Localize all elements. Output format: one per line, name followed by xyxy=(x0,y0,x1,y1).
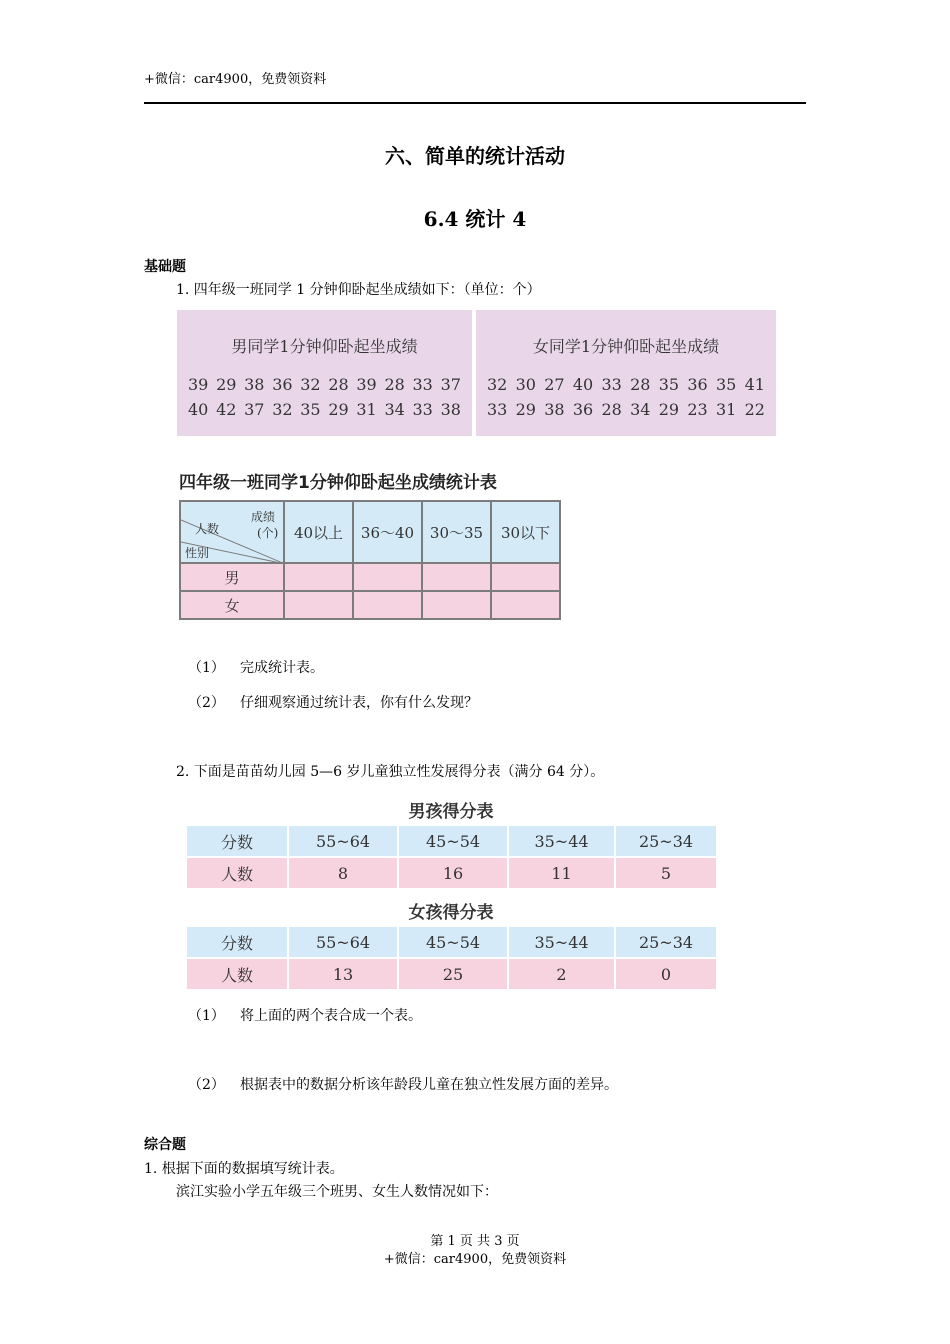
boys-panel-title: 男同学1分钟仰卧起坐成绩 xyxy=(231,337,418,356)
girls-row-1 xyxy=(476,375,776,394)
boys-row-1 xyxy=(177,375,472,394)
q1-sub1: 完成统计表。 xyxy=(240,660,324,676)
score-value: 36 xyxy=(272,375,293,394)
footer-page-number: 第 1 页 共 3 页 xyxy=(430,1234,520,1249)
boys-score-table xyxy=(185,824,718,890)
q2-prompt: 2. 下面是苗苗幼儿园 5—6 岁儿童独立性发展得分表（满分 64 分）。 xyxy=(176,764,605,780)
count-cell: 25 xyxy=(399,959,507,989)
col-header: 36～40 xyxy=(353,501,422,563)
score-value: 31 xyxy=(356,400,377,419)
girls-table-title: 女孩得分表 xyxy=(408,903,494,923)
blank-cell[interactable] xyxy=(491,591,560,619)
score-value: 37 xyxy=(440,375,461,394)
score-value: 32 xyxy=(300,375,321,394)
range-cell: 35~44 xyxy=(509,927,614,957)
score-value: 35 xyxy=(658,375,680,394)
boys-score-panel xyxy=(177,310,472,436)
q1-sub2-num: （2） xyxy=(188,695,225,711)
section-basic: 基础题 xyxy=(144,259,186,275)
stats-table xyxy=(179,500,561,620)
q2-sub1-num: （1） xyxy=(188,1008,225,1024)
blank-cell[interactable] xyxy=(491,563,560,591)
col-header: 30以下 xyxy=(491,501,560,563)
score-value: 37 xyxy=(244,400,265,419)
score-value: 39 xyxy=(188,375,209,394)
score-value: 41 xyxy=(744,375,765,394)
girls-score-table xyxy=(185,925,718,991)
c1-line: 滨江实验小学五年级三个班男、女生人数情况如下： xyxy=(176,1184,498,1200)
range-cell: 25~34 xyxy=(616,826,716,856)
q2-sub1: 将上面的两个表合成一个表。 xyxy=(240,1008,422,1024)
score-value: 33 xyxy=(601,375,622,394)
blank-cell[interactable] xyxy=(422,563,491,591)
row-header: 女 xyxy=(180,591,284,619)
corner-unit: (个) xyxy=(257,526,279,540)
q1-sub1-num: （1） xyxy=(188,660,225,676)
boys-row-2 xyxy=(177,400,472,419)
range-cell: 55~64 xyxy=(289,927,397,957)
header-note: +微信：car4900，免费领资料 xyxy=(144,72,327,87)
header-rule xyxy=(144,102,806,104)
col-header: 30～35 xyxy=(422,501,491,563)
q1-prompt: 1. 四年级一班同学 1 分钟仰卧起坐成绩如下：（单位：个） xyxy=(176,282,541,298)
score-value: 40 xyxy=(572,375,594,394)
score-value: 29 xyxy=(216,375,237,394)
count-cell: 2 xyxy=(509,959,614,989)
row-label: 分数 xyxy=(187,927,287,957)
score-value: 33 xyxy=(487,400,508,419)
score-value: 33 xyxy=(412,375,433,394)
score-value: 38 xyxy=(440,400,461,419)
section-comprehensive: 综合题 xyxy=(144,1137,186,1153)
girls-panel-title: 女同学1分钟仰卧起坐成绩 xyxy=(532,337,720,356)
corner-score: 成绩 xyxy=(251,510,276,524)
score-value: 28 xyxy=(384,375,405,394)
score-value: 34 xyxy=(630,400,651,419)
corner-cell xyxy=(180,501,284,563)
score-value: 29 xyxy=(328,400,349,419)
score-value: 23 xyxy=(687,400,708,419)
score-value: 28 xyxy=(328,375,349,394)
q1-sub2: 仔细观察通过统计表，你有什么发现？ xyxy=(240,695,478,711)
score-value: 35 xyxy=(716,375,737,394)
score-value: 33 xyxy=(412,400,433,419)
c1-prompt: 1. 根据下面的数据填写统计表。 xyxy=(144,1161,344,1177)
girls-score-panel xyxy=(476,310,776,436)
blank-cell[interactable] xyxy=(284,591,353,619)
count-cell: 13 xyxy=(289,959,397,989)
row-label: 分数 xyxy=(187,826,287,856)
score-value: 28 xyxy=(630,375,651,394)
blank-cell[interactable] xyxy=(353,563,422,591)
score-value: 32 xyxy=(487,375,508,394)
count-cell: 11 xyxy=(509,858,614,888)
count-cell: 5 xyxy=(616,858,716,888)
row-label: 人数 xyxy=(187,959,287,989)
count-cell: 0 xyxy=(616,959,716,989)
range-cell: 45~54 xyxy=(399,927,507,957)
score-value: 42 xyxy=(216,400,237,419)
score-value: 36 xyxy=(687,375,708,394)
score-value: 35 xyxy=(300,400,321,419)
girls-row-2 xyxy=(476,400,776,419)
score-value: 32 xyxy=(272,400,293,419)
count-cell: 16 xyxy=(399,858,507,888)
corner-people: 人数 xyxy=(195,522,220,536)
score-value: 27 xyxy=(544,375,565,394)
footer-note: +微信：car4900，免费领资料 xyxy=(383,1252,567,1267)
blank-cell[interactable] xyxy=(353,591,422,619)
row-label: 人数 xyxy=(187,858,287,888)
score-value: 38 xyxy=(244,375,265,394)
score-value: 36 xyxy=(572,400,594,419)
q2-sub2-num: （2） xyxy=(188,1077,225,1093)
range-cell: 25~34 xyxy=(616,927,716,957)
range-cell: 35~44 xyxy=(509,826,614,856)
score-value: 38 xyxy=(544,400,565,419)
count-cell: 8 xyxy=(289,858,397,888)
blank-cell[interactable] xyxy=(284,563,353,591)
corner-gender: 性别 xyxy=(185,546,210,560)
score-value: 30 xyxy=(515,375,536,394)
score-value: 28 xyxy=(601,400,622,419)
row-header: 男 xyxy=(180,563,284,591)
range-cell: 55~64 xyxy=(289,826,397,856)
score-value: 22 xyxy=(744,400,765,419)
score-value: 40 xyxy=(188,400,209,419)
score-value: 39 xyxy=(356,375,377,394)
score-value: 29 xyxy=(515,400,536,419)
col-header: 40以上 xyxy=(284,501,353,563)
page-subtitle: 6.4 统计 4 xyxy=(423,207,527,231)
score-value: 34 xyxy=(384,400,405,419)
stats-table-title: 四年级一班同学1分钟仰卧起坐成绩统计表 xyxy=(179,473,497,493)
q2-sub2: 根据表中的数据分析该年龄段儿童在独立性发展方面的差异。 xyxy=(240,1077,618,1093)
boys-table-title: 男孩得分表 xyxy=(408,802,494,822)
score-value: 29 xyxy=(658,400,680,419)
page-title: 六、简单的统计活动 xyxy=(385,144,565,168)
score-value: 31 xyxy=(716,400,737,419)
range-cell: 45~54 xyxy=(399,826,507,856)
blank-cell[interactable] xyxy=(422,591,491,619)
